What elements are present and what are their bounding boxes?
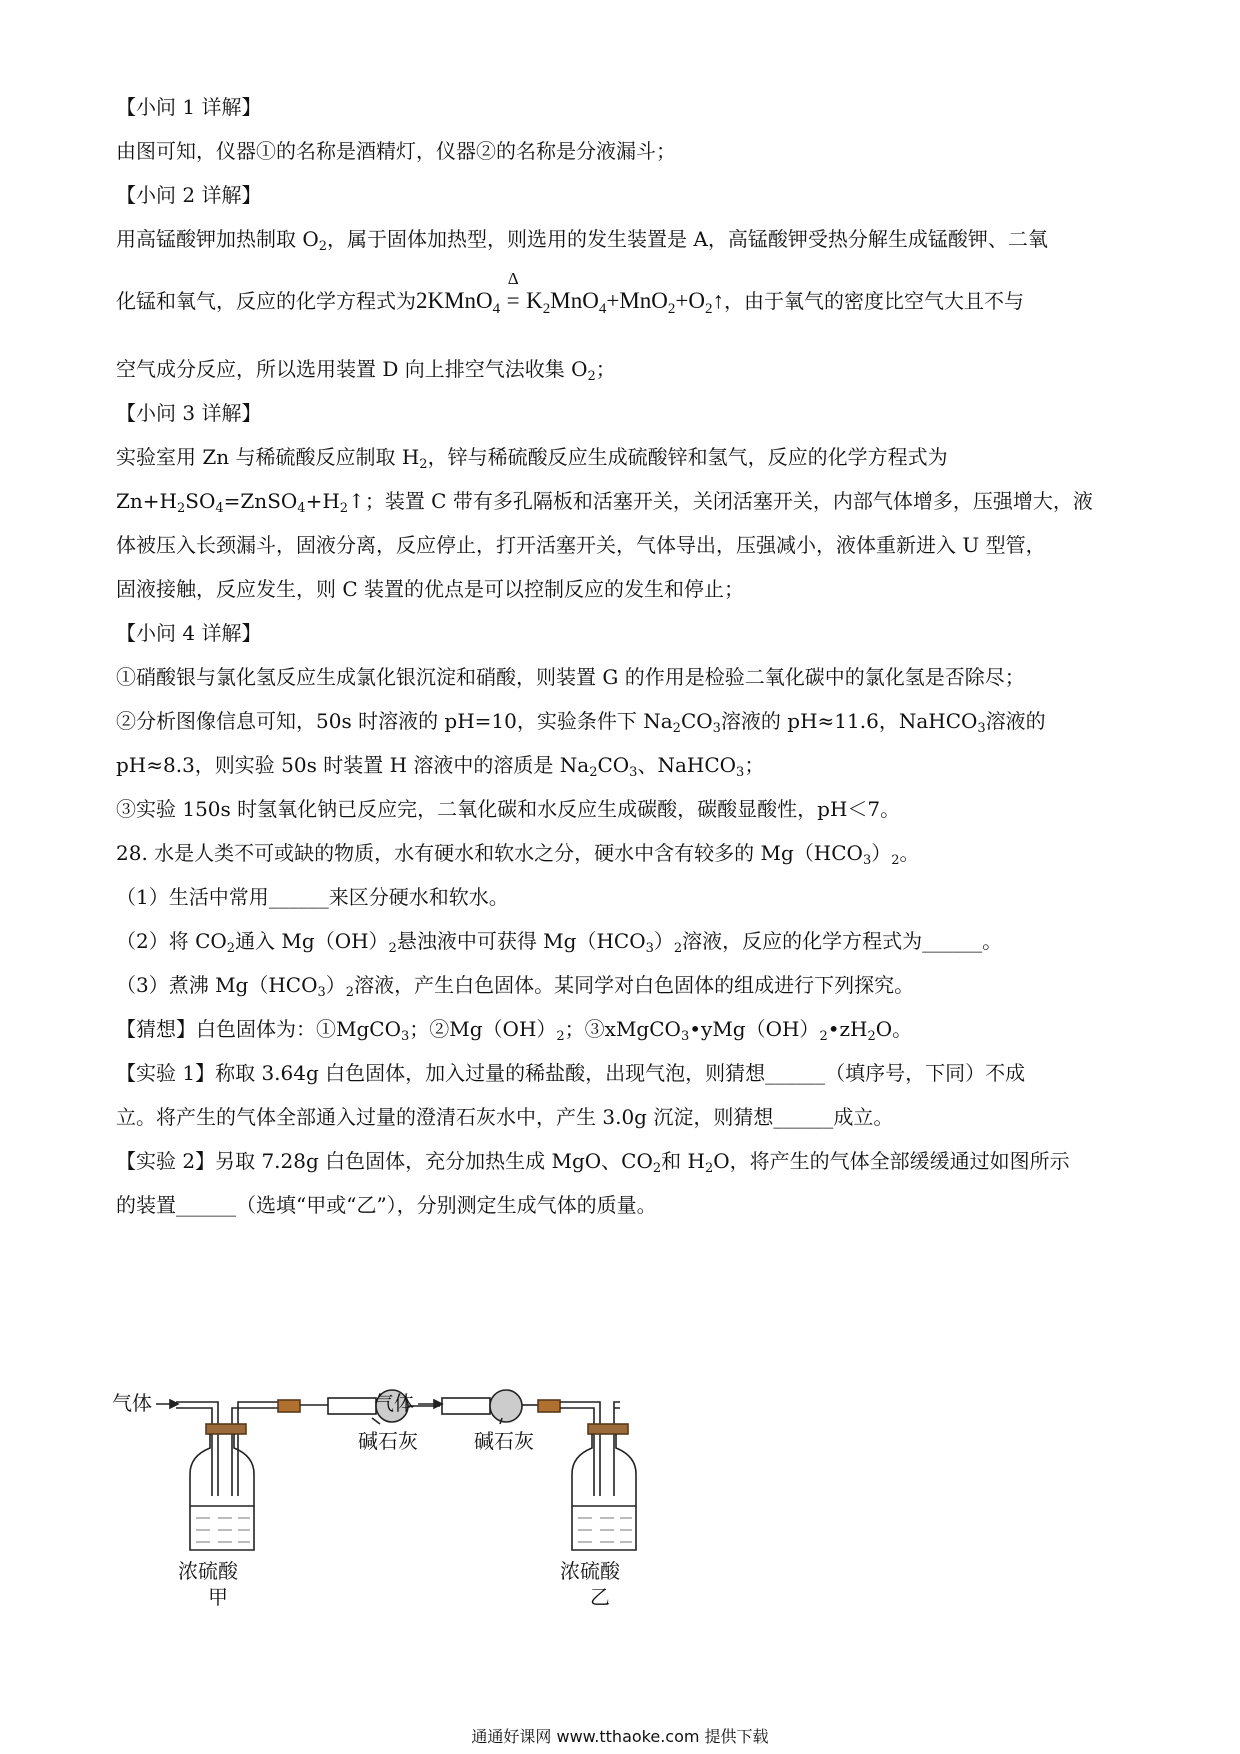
subscript: 2 xyxy=(388,941,397,956)
rubber-tube-b xyxy=(538,1400,560,1412)
text-span: 通入 Mg（OH） xyxy=(235,929,389,953)
text-span: CO xyxy=(680,709,713,733)
experiment-2-line1 xyxy=(116,1146,1126,1184)
soda-lime-label-a: 碱石灰 xyxy=(358,1429,418,1453)
text-span: •yMg（OH） xyxy=(689,1017,820,1041)
text-span: ） xyxy=(653,929,674,953)
text-span: ） xyxy=(871,841,892,865)
subscript: 2 xyxy=(176,501,186,516)
q2-text-line3 xyxy=(116,354,1126,392)
subscript: 2 xyxy=(652,1161,662,1176)
eq-product: +O xyxy=(675,288,705,313)
q4-text-line1: ①硝酸银与氯化氢反应生成氯化银沉淀和硝酸，则装置 G 的作用是检验二氧化碳中的氯化氢是否除尽； xyxy=(116,665,1025,689)
text-span: 。 xyxy=(899,841,920,865)
figure-label-jia: 甲 xyxy=(208,1585,228,1608)
subscript: 2 xyxy=(673,941,683,956)
q3-text-line3: 体被压入长颈漏斗，固液分离，反应停止，打开活塞开关，气体导出，压强减小，液体重新进入 U 型管， xyxy=(116,533,1046,557)
text-span: 悬浊液中可获得 Mg（HCO xyxy=(396,929,646,953)
text-span: =ZnSO xyxy=(223,489,298,513)
subscript: 4 xyxy=(215,501,224,516)
experiment-1-line2: 立。将产生的气体全部通入过量的澄清石灰水中，产生 3.0g 沉淀，则猜想______成立。 xyxy=(116,1105,894,1129)
bottle-b xyxy=(572,1434,636,1550)
subscript: 2 xyxy=(226,941,236,956)
page-footer: 通通好课网 www.tthaoke.com 提供下载 xyxy=(471,1727,769,1746)
subscript: 2 xyxy=(672,721,681,736)
drying-tube-b xyxy=(442,1398,490,1414)
text-span: ；③xMgCO xyxy=(564,1017,681,1041)
text-span: •zH xyxy=(827,1017,868,1041)
subscript: 2 xyxy=(891,853,900,868)
problem-28-q1: （1）生活中常用______来区分硬水和软水。 xyxy=(116,885,509,909)
eq-product: +MnO xyxy=(606,288,668,313)
arrow-head-b xyxy=(434,1400,442,1408)
q4-text-line2 xyxy=(116,706,1126,744)
delta-symbol: Δ xyxy=(507,269,519,288)
soda-lime-bulb-b xyxy=(490,1390,522,1422)
subscript: 2 xyxy=(705,301,713,317)
subscript: 2 xyxy=(318,239,328,254)
text-span: （3）煮沸 Mg（HCO xyxy=(116,973,318,997)
subscript: 3 xyxy=(712,721,721,736)
leader-a xyxy=(372,1418,380,1424)
arrow-head-a xyxy=(170,1400,178,1408)
q4-title: 【小问 4 详解】 xyxy=(116,621,262,645)
text-span: SO xyxy=(185,489,216,513)
q3-text-line2 xyxy=(116,486,1126,524)
subscript: 2 xyxy=(667,301,676,317)
chemical-equation xyxy=(416,269,724,317)
gas-label-a: 气体 xyxy=(112,1391,152,1415)
rubber-tube-a xyxy=(278,1400,300,1412)
acid-label-a: 浓硫酸 xyxy=(178,1559,238,1583)
text-span: 和 H xyxy=(661,1149,705,1173)
problem-28-q3 xyxy=(116,970,1126,1008)
text-span: 用高锰酸钾加热制取 O xyxy=(116,227,319,251)
outlet-tube-a xyxy=(232,1402,280,1496)
apparatus-a xyxy=(112,1390,440,1608)
eq-product: K xyxy=(526,288,543,313)
subscript: 3 xyxy=(645,941,654,956)
text-span: 【实验 2】另取 7.28g 白色固体，充分加热生成 MgO、CO xyxy=(116,1149,653,1173)
text-span: ； xyxy=(595,357,616,381)
q2-text-line2 xyxy=(116,269,1126,324)
problem-28-stem xyxy=(116,838,1126,876)
liquid-hatch-a xyxy=(196,1518,250,1542)
subscript: 4 xyxy=(492,301,501,317)
subscript: 4 xyxy=(297,501,306,516)
experiment-2-line2: 的装置______（选填“甲或“乙”），分别测定生成气体的质量。 xyxy=(116,1193,657,1217)
q1-title: 【小问 1 详解】 xyxy=(116,95,262,119)
text-span: ，属于固体加热型，则选用的发生装置是 A，高锰酸钾受热分解生成锰酸钾、二氧 xyxy=(327,227,1048,251)
subscript: 2 xyxy=(419,457,428,472)
subscript: 2 xyxy=(867,1029,876,1044)
q2-title: 【小问 2 详解】 xyxy=(116,183,262,207)
inlet-tube-a xyxy=(176,1402,218,1496)
liquid-hatch-b xyxy=(578,1518,632,1542)
subscript: 2 xyxy=(704,1161,714,1176)
q3-text-line1 xyxy=(116,442,1126,480)
figure-label-yi: 乙 xyxy=(590,1585,610,1608)
text-span: （2）将 CO xyxy=(116,929,227,953)
stopper-b xyxy=(588,1424,628,1434)
text-span: ） xyxy=(325,973,346,997)
heat-condition: Δ = xyxy=(500,286,526,316)
text-span: ，由于氧气的密度比空气大且不与 xyxy=(724,289,1024,313)
q3-text-line4: 固液接触，反应发生，则 C 装置的优点是可以控制反应的发生和停止； xyxy=(116,577,745,601)
q1-text: 由图可知，仪器①的名称是酒精灯，仪器②的名称是分液漏斗； xyxy=(116,139,676,163)
subscript: 3 xyxy=(400,1029,410,1044)
inlet-tube-b xyxy=(560,1402,600,1496)
text-span: O，将产生的气体全部缓缓通过如图所示 xyxy=(713,1149,1070,1173)
text-span: ；②Mg（OH） xyxy=(409,1017,557,1041)
drying-tube-a xyxy=(328,1398,376,1414)
text-span: 空气成分反应，所以选用装置 D 向上排空气法收集 O xyxy=(116,357,588,381)
subscript: 2 xyxy=(589,765,598,780)
gas-arrow: ↑ xyxy=(712,288,724,313)
text-span: pH≈8.3，则实验 50s 时装置 H 溶液中的溶质是 Na xyxy=(116,753,590,777)
subscript: 3 xyxy=(862,853,872,868)
bottle-a xyxy=(190,1434,254,1550)
subscript: 2 xyxy=(819,1029,828,1044)
q4-text-line4: ③实验 150s 时氢氧化钠已反应完，二氧化碳和水反应生成碳酸，碳酸显酸性，pH＜7。 xyxy=(116,797,901,821)
text-span: CO xyxy=(597,753,630,777)
apparatus-b xyxy=(374,1390,636,1608)
text-span: 实验室用 Zn 与稀硫酸反应制取 H xyxy=(116,445,420,469)
subscript: 2 xyxy=(556,1029,565,1044)
subscript: 2 xyxy=(345,985,355,1000)
subscript: 2 xyxy=(542,301,551,317)
subscript: 3 xyxy=(977,721,986,736)
stopper-a xyxy=(206,1424,246,1434)
problem-28-q2 xyxy=(116,926,1126,964)
eq-product: MnO xyxy=(550,288,599,313)
text-span: 化锰和氧气，反应的化学方程式为 xyxy=(116,289,416,313)
soda-lime-label-b: 碱石灰 xyxy=(474,1429,534,1453)
acid-label-b: 浓硫酸 xyxy=(560,1559,620,1583)
subscript: 2 xyxy=(339,501,349,516)
text-span: O。 xyxy=(875,1017,913,1041)
text-span: ； xyxy=(744,753,765,777)
text-span: ↑；装置 C 带有多孔隔板和活塞开关，关闭活塞开关，内部气体增多，压强增大，液 xyxy=(348,489,1093,513)
subscript: 4 xyxy=(598,301,607,317)
text-span: ②分析图像信息可知，50s 时溶液的 pH=10，实验条件下 Na xyxy=(116,709,673,733)
text-span: Zn+H xyxy=(116,489,177,513)
subscript: 3 xyxy=(680,1029,690,1044)
subscript: 3 xyxy=(317,985,326,1000)
text-span: 28. 水是人类不可或缺的物质，水有硬水和软水之分，硬水中含有较多的 Mg（HCO xyxy=(116,841,863,865)
text-span: +H xyxy=(305,489,340,513)
guess-line xyxy=(116,1014,1126,1052)
text-span: 、NaHCO xyxy=(637,753,737,777)
apparatus-figure xyxy=(110,1378,730,1608)
q3-title: 【小问 3 详解】 xyxy=(116,401,262,425)
q4-text-line3 xyxy=(116,750,1126,788)
text-span: ，锌与稀硫酸反应生成硫酸锌和氢气，反应的化学方程式为 xyxy=(427,445,948,469)
gas-label-b: 气体 xyxy=(374,1391,414,1415)
experiment-1-line1: 【实验 1】称取 3.64g 白色固体，加入过量的稀盐酸，出现气泡，则猜想______（填序号，下同）不成 xyxy=(116,1061,1026,1085)
text-span: 溶液，反应的化学方程式为______。 xyxy=(682,929,1003,953)
text-span: 溶液的 xyxy=(985,709,1046,733)
subscript: 3 xyxy=(629,765,638,780)
q2-text-line1 xyxy=(116,224,1126,262)
eq-reactant: 2KMnO xyxy=(416,288,493,313)
subscript: 2 xyxy=(587,369,596,384)
subscript: 3 xyxy=(736,765,745,780)
text-span: 溶液的 pH≈11.6，NaHCO xyxy=(720,709,978,733)
text-span: 【猜想】白色固体为：①MgCO xyxy=(116,1017,401,1041)
text-span: 溶液，产生白色固体。某同学对白色固体的组成进行下列探究。 xyxy=(354,973,915,997)
